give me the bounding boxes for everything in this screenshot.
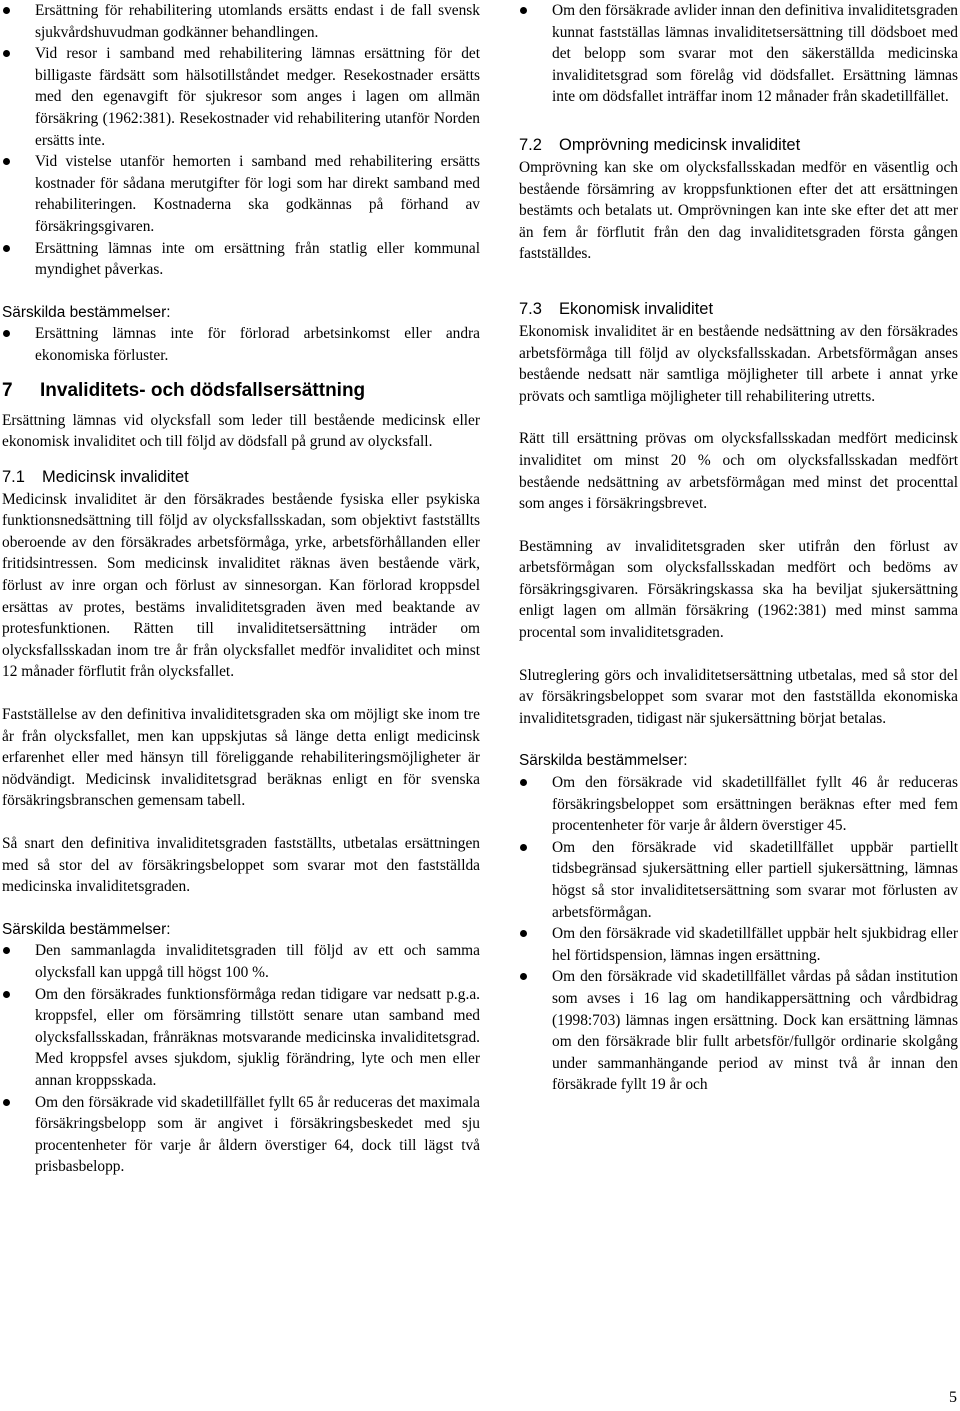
section-7-3-paragraph-2: Rätt till ersättning prövas om olycksfallsskadan medfört medicinsk invaliditet om minst 20 % och om olycksfallsskadan medfört bestående nedsättning av arbetsförmågan med minst det procenttal som anges i försäkringsbrevet. [519,430,958,513]
list-item: Om den försäkrades funktionsförmåga redan tidigare var nedsatt p.g.a. kroppsfel, eller om försämring tillstött senare utan samband med olycksfallsskadan, frånräknas motsvarande medicinska invaliditetsgrad. Med kroppsfel avses sjukdom, sjuklig förändring, lyte och men eller annan kroppsskada. [2,984,480,1092]
section-number: 7.2 [519,135,542,154]
section-7-3-paragraph-1: Ekonomisk invaliditet är en bestående nedsättning av den försäkrades arbetsförmåga till följd av olycksfallsskadan. Arbetsförmågan anses bestående nedsatt när samtliga möjligheter till arbete i annat yrke prövats och samtliga möjligheter till rehabilitering utretts. [519,322,958,405]
list-item: Ersättning för rehabilitering utomlands ersätts endast i de fall svensk sjukvårdshuvudman godkänner behandlingen. [2,0,480,43]
section-number: 7.1 [2,467,25,486]
list-item: Vid resor i samband med rehabilitering lämnas ersättning för det billigaste färdsätt som hälsotillståndet medger. Resekostnader ersätts med den egenavgift för sjukresor som anges i lagen om allmän försäkring (1962:381). Resekostnader vid rehabilitering utanför Norden ersätts inte. [2,43,480,151]
list-item: Om den försäkrade vid skadetillfället fyllt 46 år reduceras försäkringsbeloppet som ersättningen beräknas efter med fem procentenheter för varje år åldern överstiger 45. [519,772,958,837]
rehab-list [2,0,480,281]
death-list [519,0,958,108]
section-title: Invaliditets- och dödsfallsersättning [40,379,366,401]
special-provisions-list [519,772,958,1096]
special-provisions-label: Särskilda bestämmelser: [2,920,171,938]
list-item: Den sammanlagda invaliditetsgraden till följd av ett och samma olycksfall kan uppgå till högst 100 %. [2,940,480,983]
list-item: Om den försäkrade avlider innan den definitiva invaliditetsgraden kunnat fastställas lämnas invaliditetsersättning till dödsboet med det belopp som svarar mot den säkerställda medicinska invaliditetsgrad som förelåg vid dödsfallet. Ersättning lämnas inte om dödsfallet inträffar inom 12 månader från skadetillfället. [519,0,958,108]
list-item: Ersättning lämnas inte om ersättning från statlig eller kommunal myndighet påverkas. [2,238,480,281]
section-7-paragraph: Ersättning lämnas vid olycksfall som leder till bestående medicinsk eller ekonomisk invaliditet och till följd av dödsfall på grund av olycksfall. [2,411,480,451]
section-number: 7 [2,379,13,401]
section-title: Omprövning medicinsk invaliditet [559,135,801,154]
section-7-1-paragraph-3: Så snart den definitiva invaliditetsgraden fastställts, utbetalas ersättningen med så stor del av försäkringsbeloppet som svarar mot den fastställda medicinska invaliditetsgraden. [2,835,480,896]
left-column [2,0,480,1178]
section-number: 7.3 [519,299,542,318]
list-item: Vid vistelse utanför hemorten i samband med rehabilitering ersätts kostnader för sådana merutgifter för logi som har direkt samband med rehabiliteringen. Kostnaderna ska godkännas på förhand av försäkringsgivaren. [2,151,480,237]
special-provisions-list [2,323,480,366]
section-7-1-paragraph-2: Fastställelse av den definitiva invaliditetsgraden ska om möjligt ske inom tre år från olycksfallet, men kan uppskjutas så länge detta enligt medicinsk erfarenhet eller med hänsyn till föreliggande rehabiliteringsmöjligheter är nödvändigt. Medicinsk invaliditetsgrad beräknas enligt en för svenska försäkringsbranschen gemensam tabell. [2,706,480,810]
section-heading-7-2 [519,133,958,157]
section-title: Medicinsk invaliditet [42,467,189,486]
special-provisions-label: Särskilda bestämmelser: [2,303,171,321]
list-item: Om den försäkrade vid skadetillfället fyllt 65 år reduceras det maximala försäkringsbelopp som är angivet i försäkringsbeskedet med sju procentenheter för varje år åldern överstiger 64, dock till lägst två prisbasbelopp. [2,1092,480,1178]
section-heading-7 [2,378,480,404]
right-column [519,0,958,1096]
section-7-3-paragraph-3: Bestämning av invaliditetsgraden sker utifrån den förlust av arbetsförmågan som olycksfallsskadan medfört och bedöms av försäkringsgivaren. Försäkringskassa ska ha beviljat sjukersättning enligt lagen om allmän försäkring (1962:381) med minst samma procental som invaliditetsgraden. [519,537,958,642]
list-item: Om den försäkrade vid skadetillfället uppbär partiellt tidsbegränsad sjukersättning eller partiell sjukersättning, lämnas högst så stor invaliditetsersättning som svarar mot förlusten av arbetsförmågan. [519,837,958,923]
section-heading-7-1 [2,465,480,489]
section-7-2-paragraph: Omprövning kan ske om olycksfallsskadan medför en väsentlig och bestående försämring av kroppsfunktionen efter det att ersättningen bestämts och betalats ut. Omprövningen kan inte ske efter det att mer än fem år förflutit från den dag invaliditetsgraden första gången fastställdes. [519,158,958,263]
section-heading-7-3 [519,297,958,321]
list-item: Ersättning lämnas inte för förlorad arbetsinkomst eller andra ekonomiska förluster. [2,323,480,366]
section-7-1-paragraph-1: Medicinsk invaliditet är den försäkrades bestående fysiska eller psykiska funktionsnedsättning till följd av olycksfallsskadan, som objektivt fastställts oberoende av den försäkrades arbetsförmåga, yrke, arbetsförhållanden eller fritidsintressen. Som medicinsk invaliditet räknas även bestående värk, förlust av inre organ och förlust av sinnesorgan. Kan förlorad kroppsdel ersättas av protes, bestäms invaliditetsgraden även med beaktande av protesfunktionen. Rätten till invaliditetsersättning inträder om olycksfallsskadan inom tre år från olycksfallet medför invaliditet och minst 12 månader förflutit från olycksfallet. [2,490,480,681]
section-title: Ekonomisk invaliditet [559,299,714,318]
list-item: Om den försäkrade vid skadetillfället vårdas på sådan institution som avses i 16 lag om handikappersättning och vårdbidrag (1998:703) lämnas ingen ersättning. Dock kan ersättning lämnas om den försäkrade blir fullt arbetsför/fullgör ordinarie skolgång under sammanhängande period av minst två år innan den försäkrade fyllt 19 år och [519,966,958,1096]
page-number: 5 [949,1389,957,1406]
special-provisions-label: Särskilda bestämmelser: [519,752,688,770]
section-7-3-paragraph-4: Slutreglering görs och invaliditetsersättning utbetalas, med så stor del av försäkringsbeloppet som svarar mot den fastställda ekonomiska invaliditetsgraden, tidigast när sjukersättning börjat betalas. [519,666,958,727]
list-item: Om den försäkrade vid skadetillfället uppbär helt sjukbidrag eller hel förtidspension, lämnas ingen ersättning. [519,923,958,966]
special-provisions-list [2,940,480,1178]
